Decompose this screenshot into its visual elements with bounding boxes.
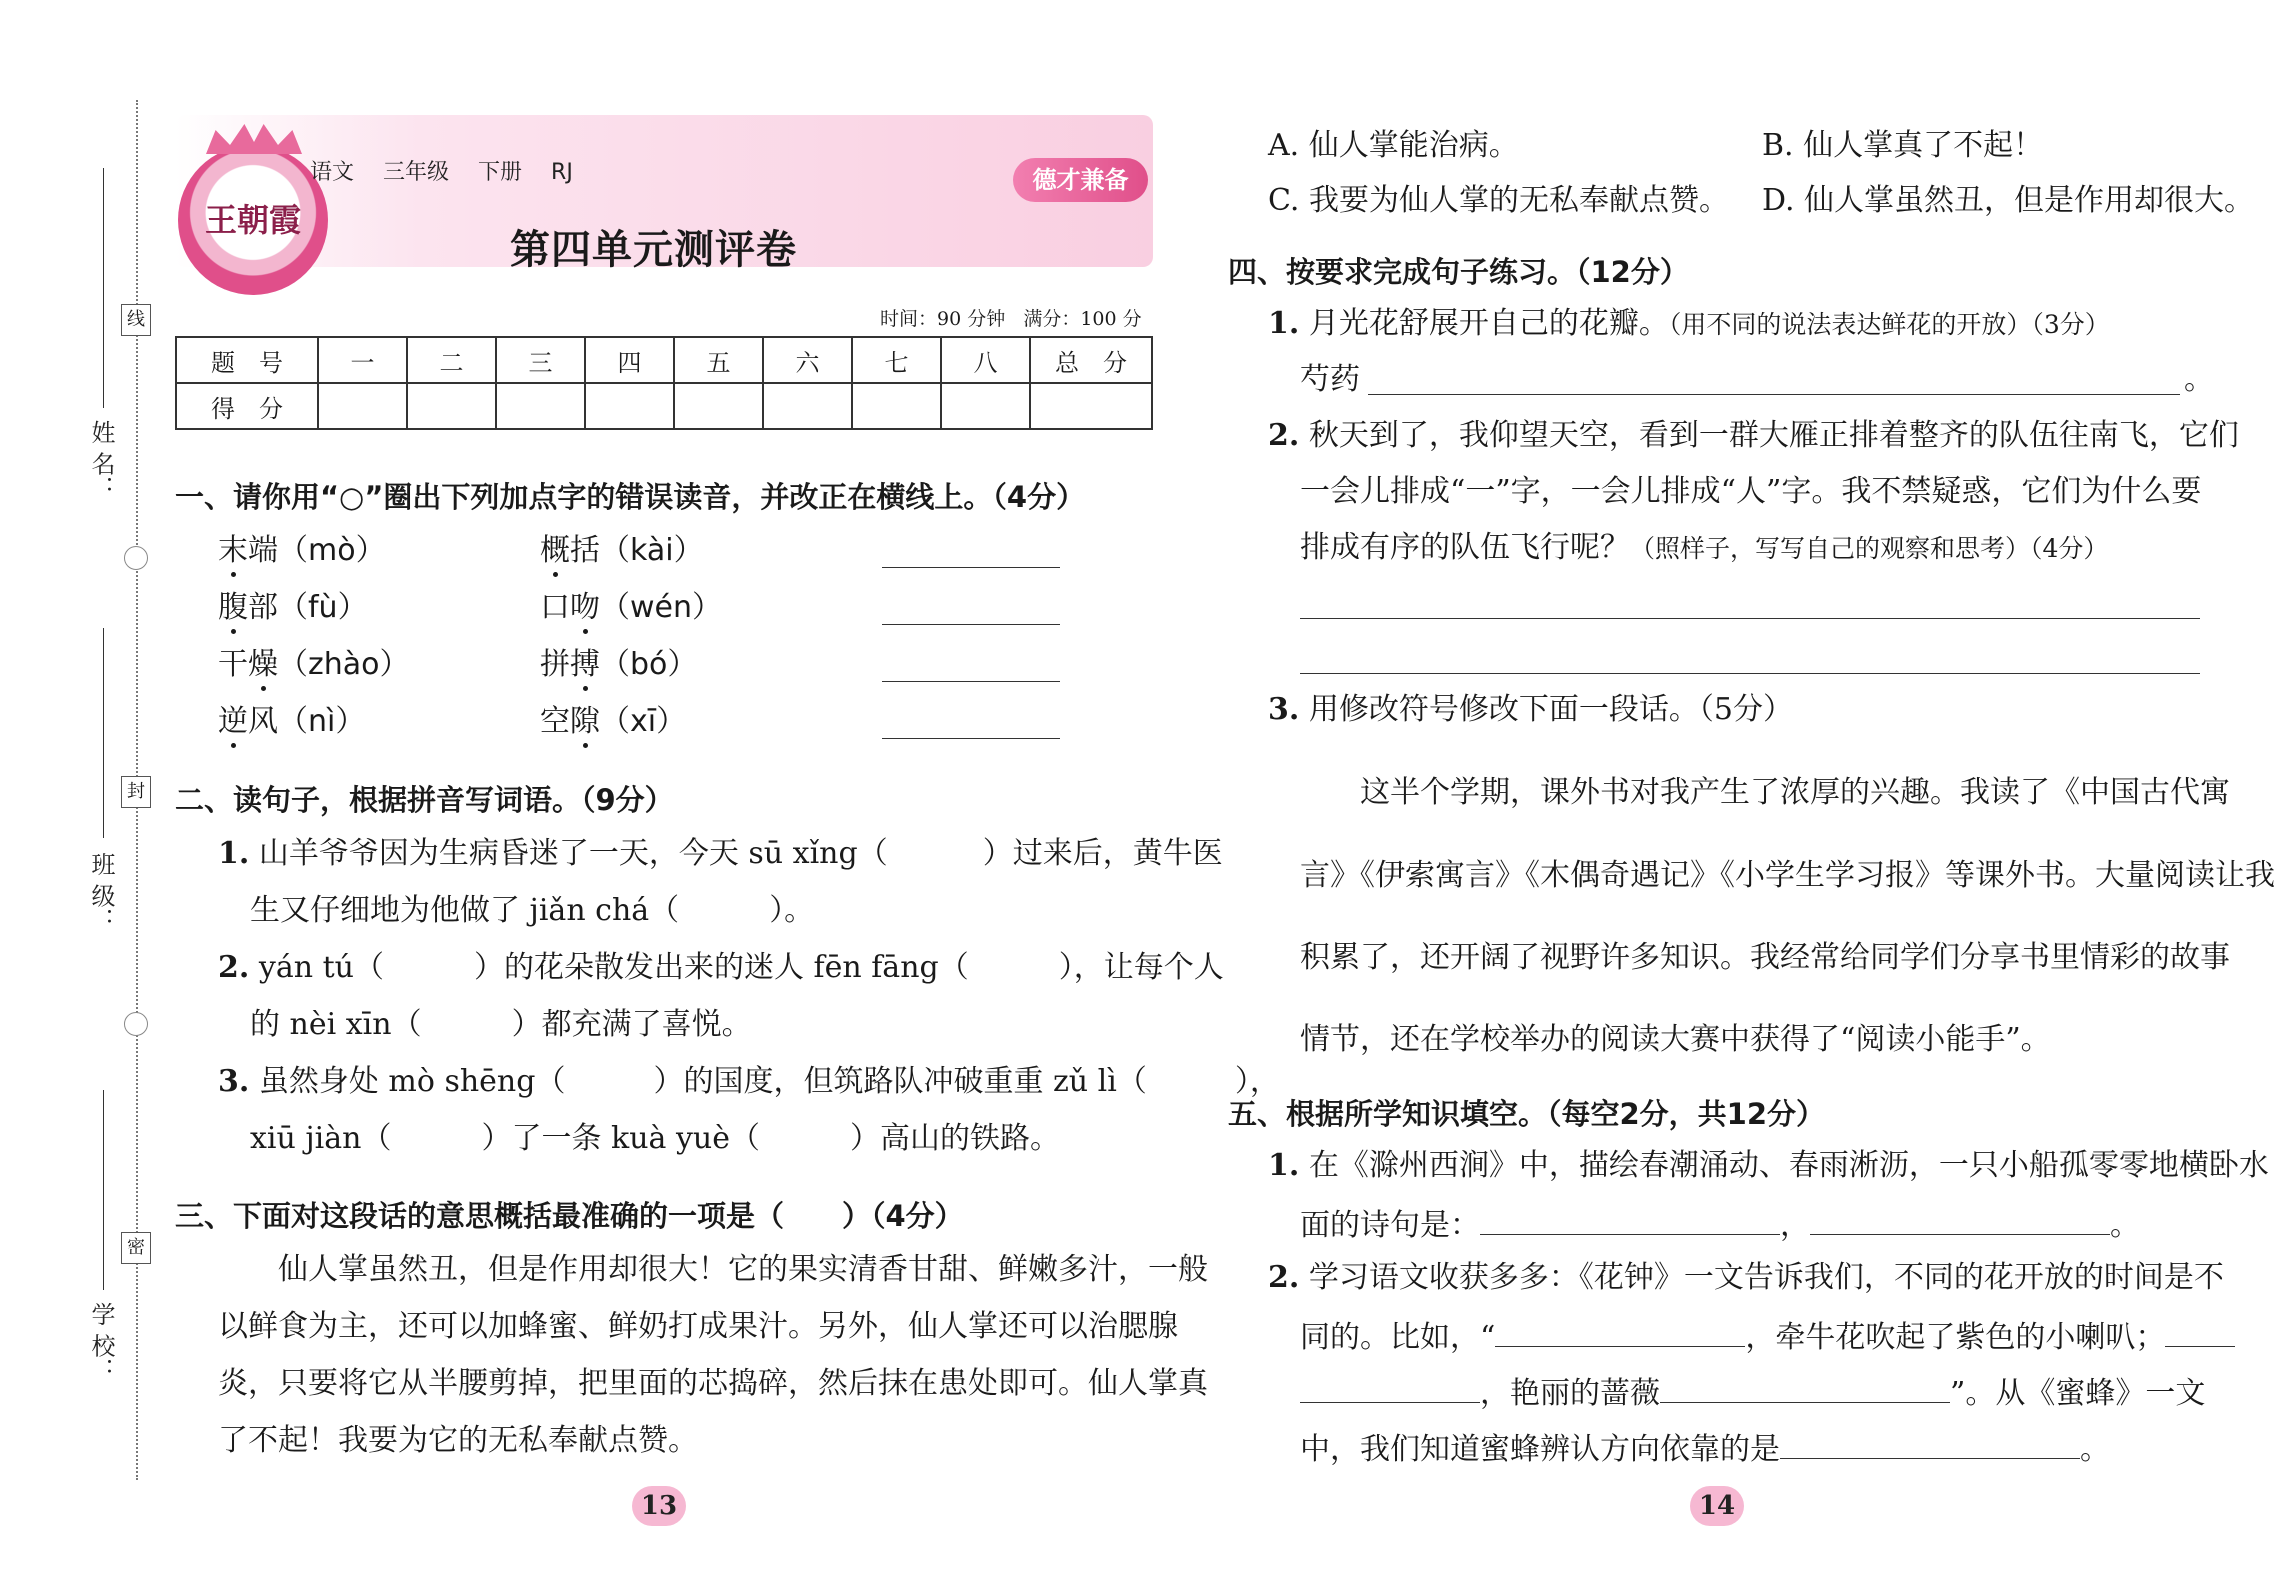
pinyin-item: 口吻（wén） (540, 590, 723, 625)
question-2-1-cont: 生又仔细地为他做了 jiǎn chá（ ）。 (250, 893, 815, 928)
section-4-title: 四、按要求完成句子练习。（12分） (1228, 255, 1689, 289)
score-input-cell[interactable] (852, 383, 941, 429)
subject-info (310, 155, 595, 186)
score-cell: 二 (407, 337, 496, 383)
section-2-title: 二、读句子，根据拼音写词语。（9分） (175, 783, 674, 817)
score-cell: 五 (674, 337, 763, 383)
score-input-cell[interactable] (674, 383, 763, 429)
score-cell: 题 号 (176, 337, 318, 383)
brand-logo (178, 145, 328, 295)
class-label: 班 级： (87, 852, 115, 932)
correction-blank[interactable] (882, 711, 1060, 739)
pinyin-item: 干燥（zhào） (218, 647, 410, 682)
grade: 三年级 (383, 160, 450, 185)
fill-blank[interactable] (1495, 1316, 1745, 1347)
pinyin-item: 拼搏（bó） (540, 647, 698, 682)
fill-blank[interactable] (1480, 1204, 1780, 1235)
correction-blank[interactable] (882, 654, 1060, 682)
edit-passage-line: 言》《伊索寓言》《木偶奇遇记》《小学生学习报》等课外书。大量阅读让我 (1300, 858, 2275, 893)
school-answer-line (103, 1090, 104, 1290)
name-label: 姓 名： (87, 420, 115, 500)
option-b[interactable]: B. 仙人掌真了不起！ (1762, 128, 2044, 163)
score-cell: 四 (585, 337, 674, 383)
question-5-1: 1. 在《滁州西涧》中，描绘春潮涌动、春雨淅沥，一只小船孤零零地横卧水 (1268, 1148, 2269, 1183)
question-4-2-line: 排成有序的队伍飞行呢？（照样子，写写自己的观察和思考）（4分） (1300, 530, 2109, 565)
time-info: 时间：90 分钟 (880, 308, 1006, 330)
answer-line[interactable] (1300, 590, 2200, 619)
question-2-1: 1. 山羊爷爷因为生病昏迷了一天，今天 sū xǐng（ ）过来后，黄牛医 (218, 836, 1223, 871)
term: 下册 (478, 160, 523, 185)
score-input-cell[interactable] (585, 383, 674, 429)
score-input-cell[interactable] (941, 383, 1030, 429)
fill-blank[interactable] (2165, 1316, 2235, 1347)
question-5-2: 2. 学习语文收获多多：《花钟》一文告诉我们，不同的花开放的时间是不 (1268, 1260, 2224, 1295)
correction-blank[interactable] (882, 540, 1060, 568)
binding-hole-icon (124, 1012, 148, 1036)
question-2-3: 3. 虽然身处 mò shēng（ ）的国度，但筑路队冲破重重 zǔ lì（ ）， (218, 1064, 1280, 1099)
pinyin-item: 概括（kài） (540, 533, 704, 568)
question-5-2-cont: ，艳丽的蔷薇 ”。从《蜜蜂》一文 (1300, 1372, 2205, 1412)
question-5-1-cont: 面的诗句是： ， 。 (1300, 1204, 2140, 1244)
pinyin-item: 空隙（xī） (540, 704, 687, 739)
fill-blank[interactable] (1810, 1204, 2110, 1235)
pinyin-item: 腹部（fù） (218, 590, 368, 625)
edition: RJ (551, 160, 573, 185)
section-5-title: 五、根据所学知识填空。（每空2分，共12分） (1228, 1097, 1826, 1131)
answer-line[interactable] (1300, 645, 2200, 674)
section-3-title: 三、下面对这段话的意思概括最准确的一项是（ ）（4分） (175, 1199, 964, 1233)
cut-mark-line: 线 (121, 304, 151, 336)
question-2-2-cont: 的 nèi xīn（ ）都充满了喜悦。 (250, 1007, 752, 1042)
score-cell: 八 (941, 337, 1030, 383)
score-input-cell[interactable] (496, 383, 585, 429)
logo-text: 王朝霞 (204, 201, 301, 239)
option-a[interactable]: A. 仙人掌能治病。 (1268, 128, 1519, 163)
class-answer-line (103, 628, 104, 838)
score-table-score-row (176, 383, 1152, 429)
edit-passage-line: 这半个学期，课外书对我产生了浓厚的兴趣。我读了《中国古代寓 (1360, 775, 2230, 810)
edit-passage-line: 积累了，还开阔了视野许多知识。我经常给同学们分享书里情彩的故事 (1300, 940, 2230, 975)
answer-line[interactable] (1368, 364, 2180, 395)
edit-passage-line: 情节，还在学校举办的阅读大赛中获得了“阅读小能手”。 (1300, 1022, 2051, 1057)
cut-mark-seal: 封 (121, 776, 151, 808)
score-cell: 一 (318, 337, 407, 383)
option-c[interactable]: C. 我要为仙人掌的无私奉献点赞。 (1268, 183, 1729, 218)
q4-1-start: 芍药 (1300, 362, 1360, 397)
question-4-1: 1. 月光花舒展开自己的花瓣。（用不同的说法表达鲜花的开放）（3分） (1268, 306, 2110, 341)
cut-mark-secret: 密 (121, 1232, 151, 1264)
question-4-3: 3. 用修改符号修改下面一段话。（5分） (1268, 692, 1793, 727)
question-5-2-cont: 同的。比如，“ ，牵牛花吹起了紫色的小喇叭； (1300, 1316, 2235, 1356)
score-cell: 六 (763, 337, 852, 383)
question-2-3-cont: xiū jiàn（ ）了一条 kuà yuè（ ）高山的铁路。 (250, 1121, 1060, 1156)
page-number-left: 13 (632, 1486, 686, 1526)
question-4-2: 2. 秋天到了，我仰望天空，看到一群大雁正排着整齐的队伍往南飞，它们 (1268, 418, 2239, 453)
score-input-cell[interactable] (763, 383, 852, 429)
section-1-title: 一、请你用“○”圈出下列加点字的错误读音，并改正在横线上。（4分） (175, 480, 1086, 514)
name-answer-line (103, 168, 104, 408)
correction-blank[interactable] (882, 597, 1060, 625)
subject: 语文 (310, 160, 355, 185)
page-title: 第四单元测评卷 (510, 227, 797, 273)
binding-hole-icon (124, 546, 148, 570)
fill-blank[interactable] (1780, 1428, 2080, 1459)
score-cell: 七 (852, 337, 941, 383)
score-input-cell[interactable] (318, 383, 407, 429)
score-table-header-row (176, 337, 1152, 383)
passage-line: 了不起！我要为它的无私奉献点赞。 (218, 1423, 698, 1458)
page-number-right: 14 (1690, 1486, 1744, 1526)
pinyin-item: 逆风（nì） (218, 704, 366, 739)
score-row-label: 得 分 (176, 383, 318, 429)
school-label: 学 校： (87, 1302, 115, 1382)
passage-line: 炎，只要将它从半腰剪掉，把里面的芯捣碎，然后抹在患处即可。仙人掌真 (218, 1366, 1208, 1401)
question-2-2: 2. yán tú（ ）的花朵散发出来的迷人 fēn fāng（ ），让每个人 (218, 950, 1224, 985)
passage-line: 仙人掌虽然丑，但是作用却很大！它的果实清香甘甜、鲜嫩多汁，一般 (278, 1252, 1208, 1287)
option-d[interactable]: D. 仙人掌虽然丑，但是作用却很大。 (1762, 183, 2255, 218)
passage-line: 以鲜食为主，还可以加蜂蜜、鲜奶打成果汁。另外，仙人掌还可以治腮腺 (218, 1309, 1178, 1344)
question-5-2-cont: 中，我们知道蜜蜂辨认方向依靠的是 。 (1300, 1428, 2110, 1468)
score-table (175, 336, 1153, 430)
motto-badge: 德才兼备 (1013, 158, 1148, 202)
pinyin-item: 末端（mò） (218, 533, 386, 568)
question-4-2-line: 一会儿排成“一”字，一会儿排成“人”字。我不禁疑惑，它们为什么要 (1300, 474, 2202, 509)
score-cell: 三 (496, 337, 585, 383)
fill-blank[interactable] (1660, 1372, 1950, 1403)
score-cell: 总 分 (1030, 337, 1152, 383)
score-info: 满分：100 分 (1023, 308, 1142, 330)
exam-meta (880, 304, 1142, 331)
fill-blank[interactable] (1300, 1372, 1480, 1403)
q4-1-end: 。 (2184, 362, 2214, 397)
score-input-cell[interactable] (407, 383, 496, 429)
score-input-cell[interactable] (1030, 383, 1152, 429)
